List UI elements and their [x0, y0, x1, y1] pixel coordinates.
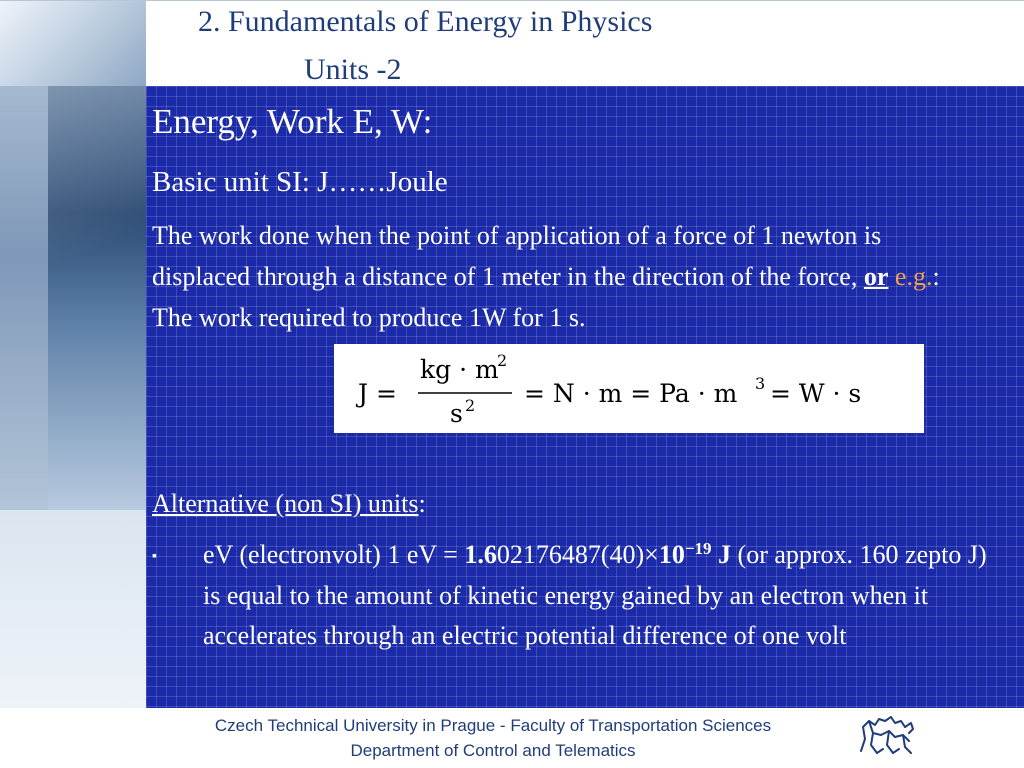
alternative-units-label: Alternative (non SI) units [152, 489, 419, 518]
alternative-units-heading [152, 485, 426, 523]
formula-denominator-exp: 2 [465, 396, 476, 415]
highway-photo [48, 86, 146, 510]
joule-formula [334, 344, 924, 433]
footer-university: Czech Technical University in Prague - Faculty of Transportation Sciences [214, 716, 772, 735]
electronvolt-item [203, 535, 993, 657]
energy-heading: Energy, Work E, W: [152, 102, 433, 141]
ev-exponent: −19 [684, 539, 712, 558]
formula-denominator: s [450, 399, 463, 428]
formula-rhs1-exp: 3 [755, 374, 766, 393]
decorative-photo-top [0, 0, 146, 86]
decorative-photo-left [0, 86, 48, 510]
footer-divider [0, 0, 1024, 1]
formula-numerator-exp: 2 [497, 351, 508, 370]
basic-unit-line: Basic unit SI: J……Joule [152, 166, 448, 198]
definition-text-1: The work done when the point of application of a force of 1 newton is displaced through a distance of 1 meter in the direction of the force, [152, 221, 882, 291]
joule-definition [152, 215, 982, 338]
ev-bold-3: J [711, 540, 732, 569]
ctu-lion-logo-icon [855, 711, 917, 759]
eg-abbrev: e.g. [894, 262, 933, 291]
alternative-units-colon: : [418, 489, 426, 518]
bullet-marker: ▪ [152, 549, 157, 564]
formula-rhs2: = W · s [770, 379, 862, 408]
ev-text-4: one volt [761, 621, 847, 650]
formula-numerator: kg · m [420, 355, 499, 384]
decorative-photo-strip [0, 0, 146, 708]
footer-department: Department of Control and Telematics [350, 741, 636, 760]
ev-text-3: (or approx. 160 zepto J) is equal to the amount of kinetic energy gained by an electron when it accelerates through an electric potential difference of [203, 540, 987, 650]
decorative-photo-bottom [0, 510, 146, 708]
formula-rhs1: = N · m = Pa · m [524, 379, 738, 408]
ev-bold-1: 1.6 [464, 540, 497, 569]
definition-text-2: : The work required to produce 1W for 1 s. [152, 262, 940, 332]
slide-title: 2. Fundamentals of Energy in Physics [198, 5, 653, 38]
ev-bold-2: 10 [658, 540, 685, 569]
ev-text-1: eV (electronvolt) 1 eV = [203, 540, 465, 569]
ev-text-2: 02176487(40)× [496, 540, 659, 569]
slide-subtitle: Units -2 [304, 53, 402, 86]
formula-lhs: J = [358, 379, 397, 408]
or-emphasis: or [863, 262, 889, 291]
